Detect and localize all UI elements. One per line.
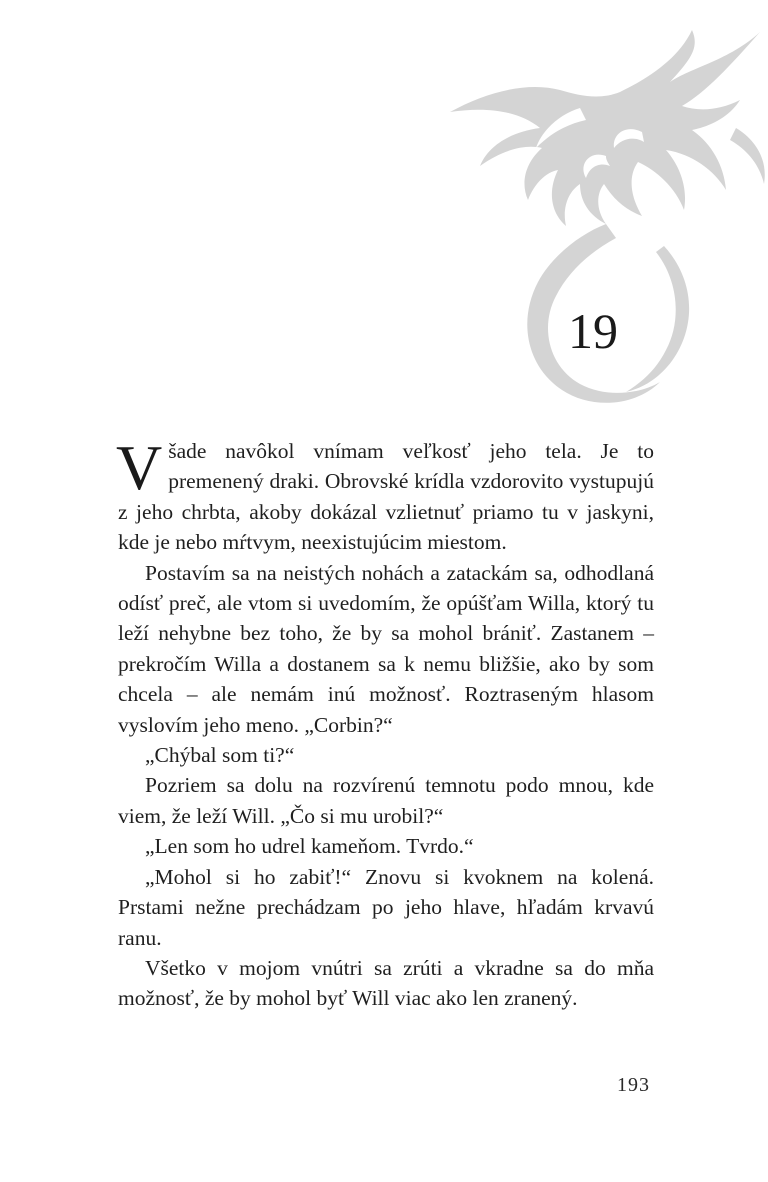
paragraph: „Chýbal som ti?“ — [145, 743, 295, 768]
paragraph — [116, 432, 654, 558]
chapter-body — [116, 432, 654, 1014]
chapter-number: 19 — [568, 303, 618, 359]
paragraph-text: šade navôkol vnímam veľkosť jeho tela. Je to premenený draki. Obrovské krídla vzdorovito vystupujú z jeho chrbta, akoby dokázal vzlietnuť priamo tu v jaskyni, kde je nebo mŕtvym, neexistujúcim miestom. — [118, 439, 654, 555]
paragraph: „Mohol si ho zabiť!“ Znovu si kvoknem na kolená. Prstami nežne prechádzam po jeho hlave, hľadám krvavú ranu. — [118, 864, 654, 950]
page-number: 193 — [617, 1074, 650, 1096]
paragraph: Postavím sa na neistých nohách a zatackám sa, odhodlaná odísť preč, ale vtom si uvedomím, že opúšťam Willa, ktorý tu leží nehybne bez toho, že by sa mohol brániť. Zastanem – prekročím Willa a dostanem sa k nemu bližšie, ako by som chcela – ale nemám inú možnosť. Roztraseným hlasom vyslovím jeho meno. „Corbin?“ — [118, 560, 654, 737]
drop-cap: V — [116, 432, 163, 503]
paragraph: Všetko v mojom vnútri sa zrúti a vkradne sa do mňa možnosť, že by mohol byť Will viac ako len zranený. — [118, 955, 654, 1011]
paragraph: Pozriem sa dolu na rozvírenú temnotu podo mnou, kde viem, že leží Will. „Čo si mu urobil?“ — [118, 773, 654, 828]
paragraph: „Len som ho udrel kameňom. Tvrdo.“ — [145, 834, 474, 859]
